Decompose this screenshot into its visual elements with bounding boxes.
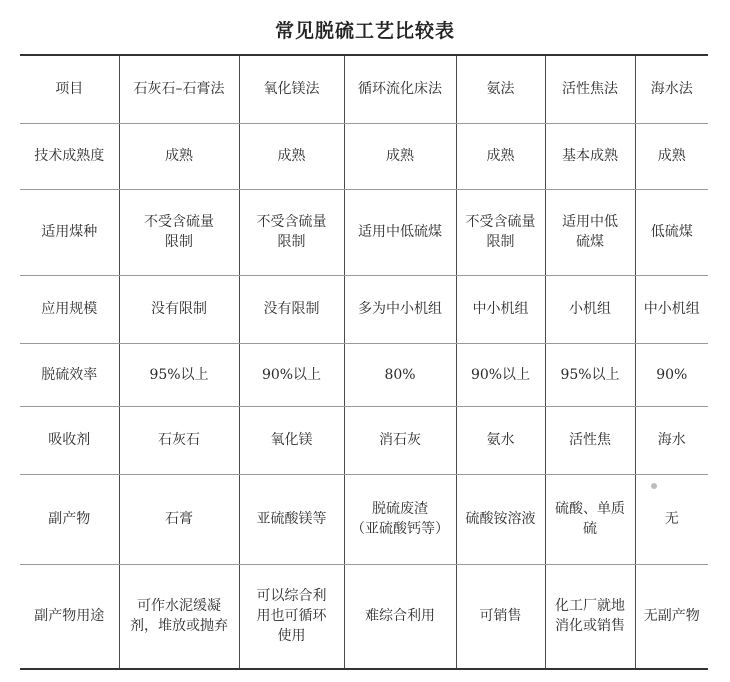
cell-line: 低硫煤	[650, 224, 693, 240]
cell-line: 用也可循环	[256, 608, 327, 625]
cell-line: 硫煤	[576, 234, 604, 250]
cell-line: 限制	[486, 234, 515, 250]
table-cell	[456, 123, 545, 189]
table-row	[20, 343, 708, 406]
header-method-cell: 氧化镁法	[239, 55, 344, 123]
table-cell	[344, 343, 456, 406]
table-row	[20, 564, 708, 669]
scan-speck	[651, 483, 657, 489]
cell-line: 限制	[165, 234, 193, 250]
table-cell	[456, 343, 545, 406]
row-label-cell: 副产物	[20, 474, 119, 564]
table-cell	[456, 275, 545, 343]
row-label-cell: 适用煤种	[20, 189, 119, 275]
cell-line: 难综合利用	[365, 608, 435, 625]
cell-line: 成熟	[657, 148, 686, 164]
table-cell	[635, 343, 708, 406]
cell-line: 多为中小机组	[358, 301, 442, 317]
header-method-cell: 石灰石–石膏法	[119, 55, 239, 123]
cell-line: 成熟	[386, 148, 414, 164]
table-cell	[456, 406, 545, 474]
table-row	[20, 474, 708, 564]
cell-line: 活性焦	[569, 432, 611, 448]
table-cell	[635, 123, 708, 189]
cell-line: 小机组	[569, 301, 611, 317]
header-item-cell: 项目	[20, 55, 119, 123]
cell-line: 95%以上	[560, 366, 620, 383]
table-cell	[119, 275, 239, 343]
cell-line: 消化或销售	[555, 618, 625, 635]
table-cell	[119, 474, 239, 564]
cell-line: 可以综合利	[256, 588, 327, 605]
cell-line: 没有限制	[263, 301, 320, 317]
cell-line: 可作水泥缓凝	[137, 598, 221, 615]
cell-line: 海水	[657, 432, 686, 448]
cell-line: 适用中低硫煤	[358, 224, 442, 240]
table-cell	[635, 406, 708, 474]
cell-line: （亚硫酸钙等）	[351, 521, 449, 537]
cell-line: 氨水	[486, 432, 515, 448]
cell-line: 90%以上	[470, 366, 531, 383]
table-cell	[456, 474, 545, 564]
cell-line: 不受含硫量	[144, 214, 214, 230]
cell-line: 不受含硫量	[256, 214, 327, 230]
table-cell	[119, 564, 239, 669]
table-cell	[119, 123, 239, 189]
table-cell	[545, 406, 635, 474]
cell-line: 可销售	[479, 608, 522, 625]
cell-line: 90%	[656, 366, 688, 383]
row-label-cell: 副产物用途	[20, 564, 119, 669]
header-row	[20, 55, 708, 123]
table-cell	[545, 189, 635, 275]
cell-line: 没有限制	[151, 301, 207, 317]
row-label-cell: 技术成熟度	[20, 123, 119, 189]
table-cell	[119, 189, 239, 275]
cell-line: 限制	[277, 234, 306, 250]
table-cell	[545, 474, 635, 564]
header-method-cell: 氨法	[456, 55, 545, 123]
header-method-cell: 活性焦法	[545, 55, 635, 123]
row-label-cell: 吸收剂	[20, 406, 119, 474]
cell-line: 成熟	[486, 148, 515, 164]
header-method-cell: 循环流化床法	[344, 55, 456, 123]
table-cell	[545, 343, 635, 406]
table-cell	[635, 189, 708, 275]
cell-line: 硫酸铵溶液	[465, 511, 536, 527]
table-cell	[239, 406, 344, 474]
cell-line: 成熟	[277, 148, 306, 164]
table-cell	[635, 564, 708, 669]
table-cell	[456, 189, 545, 275]
table-row	[20, 123, 708, 189]
cell-line: 中小机组	[472, 301, 529, 317]
cell-line: 95%以上	[149, 366, 209, 383]
table-cell	[239, 123, 344, 189]
row-label-cell: 脱硫效率	[20, 343, 119, 406]
table-cell	[344, 189, 456, 275]
cell-line: 无副产物	[643, 608, 700, 625]
cell-line: 80%	[384, 366, 416, 383]
table-row	[20, 189, 708, 275]
table-cell	[344, 123, 456, 189]
table-cell	[344, 406, 456, 474]
table-title: 常见脱硫工艺比较表	[274, 20, 455, 42]
cell-line: 脱硫废渣	[372, 501, 428, 517]
table-cell	[239, 275, 344, 343]
cell-line: 硫酸、单质	[555, 501, 625, 517]
table-cell	[344, 474, 456, 564]
table-row	[20, 406, 708, 474]
cell-line: 亚硫酸镁等	[256, 511, 327, 527]
table-cell	[635, 474, 708, 564]
cell-line: 适用中低	[562, 214, 618, 230]
cell-line: 不受含硫量	[465, 214, 536, 230]
table-row	[20, 275, 708, 343]
cell-line: 基本成熟	[562, 148, 618, 164]
cell-line: 硫	[583, 521, 597, 537]
table-cell	[119, 343, 239, 406]
cell-line: 石灰石	[158, 432, 200, 448]
cell-line: 氧化镁	[270, 432, 313, 448]
table-cell	[635, 275, 708, 343]
table-cell	[545, 275, 635, 343]
cell-line: 无	[664, 511, 679, 527]
table-cell	[239, 474, 344, 564]
cell-line: 成熟	[165, 148, 193, 164]
cell-line: 中小机组	[643, 301, 700, 317]
desulfurization-comparison-table	[20, 54, 708, 670]
cell-line: 消石灰	[379, 432, 421, 448]
cell-line: 化工厂就地	[555, 598, 625, 615]
cell-line: 90%以上	[261, 366, 322, 383]
row-label-cell: 应用规模	[20, 275, 119, 343]
table-cell	[239, 564, 344, 669]
table-cell	[239, 343, 344, 406]
cell-line: 使用	[277, 628, 306, 645]
header-method-cell: 海水法	[635, 55, 708, 123]
table-cell	[456, 564, 545, 669]
cell-line: 剂，堆放或抛弃	[130, 618, 228, 635]
cell-line: 石膏	[165, 511, 193, 527]
table-cell	[545, 123, 635, 189]
table-cell	[239, 189, 344, 275]
table-cell	[344, 275, 456, 343]
table-cell	[545, 564, 635, 669]
table-cell	[119, 406, 239, 474]
table-cell	[344, 564, 456, 669]
